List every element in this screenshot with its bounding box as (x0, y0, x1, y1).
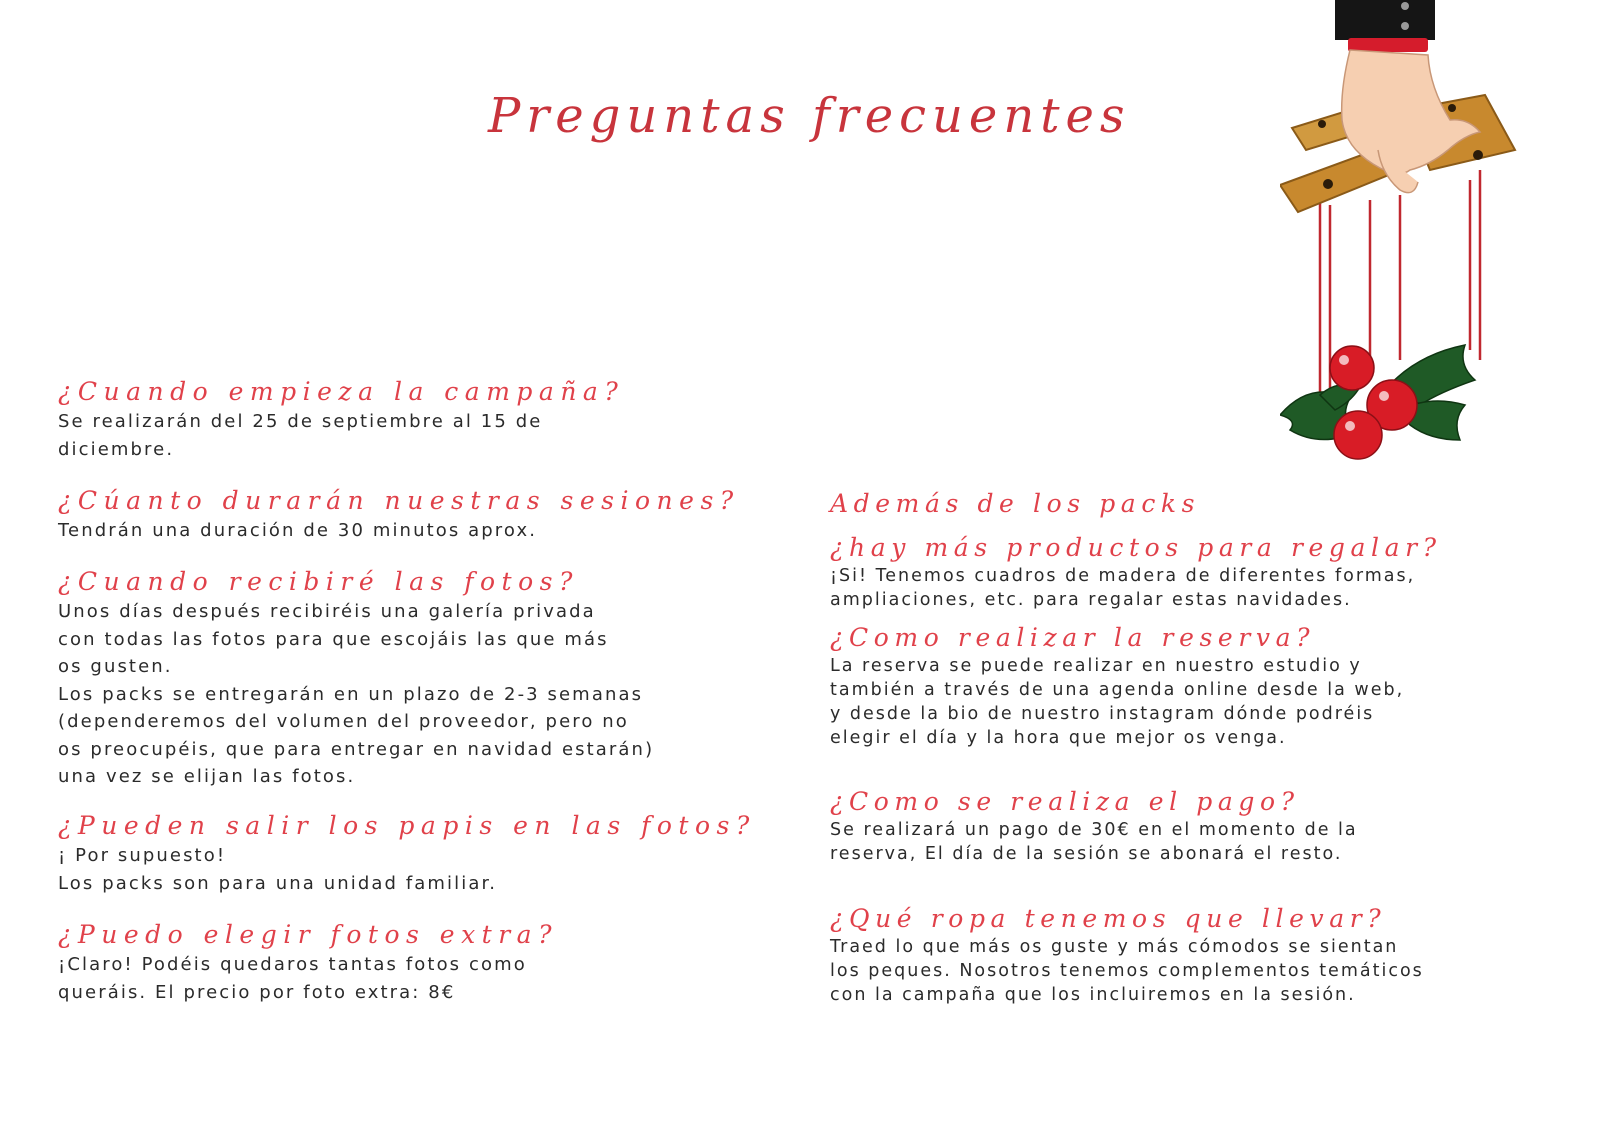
faq-question: ¿Como realizar la reserva? (830, 623, 1316, 652)
faq-answer-line: y desde la bio de nuestro instagram dónde podréis (830, 704, 1375, 724)
page-title: Preguntas frecuentes (488, 88, 1131, 144)
faq-answer-line: queráis. El precio por foto extra: 8€ (58, 981, 456, 1003)
faq-answer-line: Unos días después recibiréis una galería privada (58, 601, 596, 622)
faq-question: ¿Qué ropa tenemos que llevar? (830, 904, 1387, 933)
faq-item-booking (830, 622, 1404, 750)
faq-item-duration (58, 485, 740, 545)
faq-answer-line: ¡Claro! Podéis quedaros tantas fotos como (58, 954, 527, 975)
faq-answer-line: Traed lo que más os guste y más cómodos se sientan (830, 937, 1399, 957)
faq-question: ¿Pueden salir los papis en las fotos? (58, 811, 756, 840)
faq-answer-line: Se realizará un pago de 30€ en el momento de la (830, 820, 1358, 840)
faq-answer-line: elegir el día y la hora que mejor os venga. (830, 728, 1287, 748)
faq-item-extra-products (830, 488, 1442, 612)
faq-item-start-date (58, 376, 624, 463)
faq-question: ¿hay más productos para regalar? (830, 533, 1442, 562)
faq-answer-line: (dependeremos del volumen del proveedor, pero no (58, 711, 629, 732)
faq-answer-line: con la campaña que los incluiremos en la sesión. (830, 985, 1356, 1005)
faq-question: ¿Cuando empieza la campaña? (58, 377, 625, 406)
faq-item-extra-photos (58, 919, 558, 1006)
faq-answer-line: Los packs se entregarán en un plazo de 2-3 semanas (58, 683, 644, 705)
faq-answer-line: os preocupéis, que para entregar en navidad estarán) (58, 738, 655, 760)
faq-answer-line: diciembre. (58, 438, 175, 460)
faq-answer-line: también a través de una agenda online desde la web, (830, 680, 1405, 700)
faq-answer-line: os gusten. (58, 656, 173, 677)
faq-item-parents (58, 810, 756, 897)
faq-answer-line: La reserva se puede realizar en nuestro estudio y (830, 656, 1362, 676)
faq-answer-line: los peques. Nosotros tenemos complementos temáticos (830, 961, 1424, 981)
faq-answer-line: reserva, El día de la sesión se abonará el resto. (830, 844, 1343, 864)
faq-answer-line: Tendrán una duración de 30 minutos aprox. (58, 520, 538, 541)
faq-answer-line: ¡Si! Tenemos cuadros de madera de diferentes formas, (830, 566, 1416, 586)
faq-answer-line: Los packs son para una unidad familiar. (58, 872, 498, 894)
faq-item-payment (830, 786, 1358, 866)
faq-answer-line: con todas las fotos para que escojáis las que más (58, 628, 609, 650)
faq-item-clothing (830, 903, 1424, 1007)
faq-question: Además de los packs (830, 489, 1201, 518)
faq-question: ¿Cuando recibiré las fotos? (58, 567, 579, 596)
faq-answer-line: una vez se elijan las fotos. (58, 766, 356, 787)
faq-item-photo-delivery (58, 566, 654, 791)
puppet-hand-holly-icon (1280, 0, 1540, 480)
faq-question: ¿Como se realiza el pago? (830, 787, 1300, 816)
faq-question: ¿Puedo elegir fotos extra? (58, 920, 558, 949)
faq-answer-line: Se realizarán del 25 de septiembre al 15 de (58, 411, 543, 432)
faq-answer-line: ampliaciones, etc. para regalar estas navidades. (830, 590, 1352, 610)
faq-question: ¿Cúanto durarán nuestras sesiones? (58, 486, 740, 515)
faq-answer-line: ¡ Por supuesto! (58, 845, 227, 866)
